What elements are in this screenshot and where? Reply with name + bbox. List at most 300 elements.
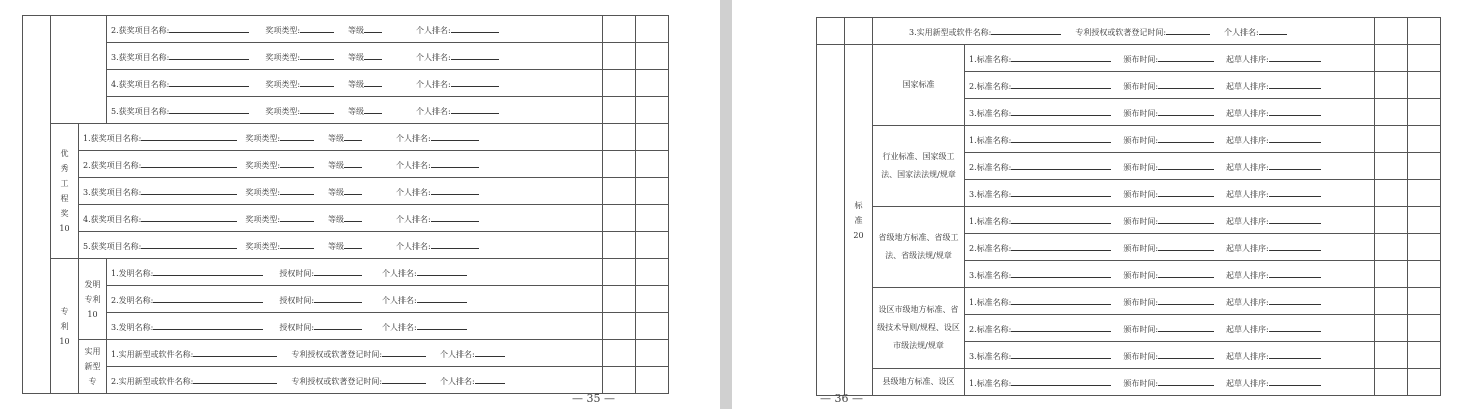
blank-line[interactable] (1158, 268, 1214, 278)
field-label: 3. (969, 189, 977, 199)
category-char: 标 (854, 200, 863, 210)
field-label: 奖项类型: (245, 133, 281, 143)
blank-line[interactable] (364, 77, 382, 87)
entry-cell (965, 288, 1375, 315)
table-row (23, 70, 669, 97)
score-cell[interactable] (1375, 72, 1408, 99)
field-label: 起草人排序: (1226, 54, 1269, 64)
blank-line[interactable] (1158, 106, 1214, 116)
entry-cell (965, 72, 1375, 99)
blank-line[interactable] (417, 293, 467, 303)
category-char: 专 (60, 306, 69, 316)
blank-line[interactable] (344, 158, 362, 168)
table-row (817, 126, 1441, 153)
remark-cell[interactable] (636, 97, 669, 124)
blank-line[interactable] (169, 23, 249, 33)
entry-cell (965, 126, 1375, 153)
field-label: 标准名称: (976, 378, 1012, 388)
field-label: 奖项类型: (245, 241, 281, 251)
remark-cell[interactable] (636, 70, 669, 97)
field-label: 等级 (348, 25, 365, 35)
blank-line[interactable] (1269, 79, 1321, 89)
blank-line[interactable] (1158, 52, 1214, 62)
entry-cell (965, 207, 1375, 234)
field-label: 4. (83, 214, 91, 224)
field-label: 4. (111, 79, 119, 89)
blank-line[interactable] (1011, 322, 1111, 332)
blank-line[interactable] (1269, 106, 1321, 116)
remark-cell[interactable] (1408, 342, 1441, 369)
field-label: 等级 (328, 133, 345, 143)
field-label: 1. (969, 216, 977, 226)
blank-line[interactable] (1166, 25, 1210, 35)
blank-line[interactable] (475, 347, 505, 357)
score-cell[interactable] (603, 97, 636, 124)
subcategory-utility (79, 340, 107, 394)
score-cell[interactable] (603, 205, 636, 232)
blank-line[interactable] (344, 131, 362, 141)
blank-line[interactable] (344, 212, 362, 222)
table-row (23, 205, 669, 232)
field-label: 3. (111, 322, 119, 332)
score-cell[interactable] (603, 313, 636, 340)
evaluation-table-right (816, 17, 1441, 396)
blank-line[interactable] (1269, 160, 1321, 170)
field-label: 2. (111, 376, 119, 386)
blank-line[interactable] (1158, 349, 1214, 359)
field-label: 1. (111, 349, 119, 359)
table-row (23, 97, 669, 124)
field-label: 起草人排序: (1226, 162, 1269, 172)
field-label: 个人排名: (382, 268, 417, 278)
remark-cell[interactable] (636, 43, 669, 70)
score-cell[interactable] (1375, 288, 1408, 315)
blank-line[interactable] (1158, 133, 1214, 143)
field-label: 2. (969, 81, 977, 91)
remark-cell[interactable] (1408, 369, 1441, 396)
score-cell[interactable] (1375, 261, 1408, 288)
subcategory-invention (79, 259, 107, 340)
category-char: 程 (60, 194, 69, 203)
field-label: 颁布时间: (1123, 243, 1159, 253)
score-cell[interactable] (1375, 126, 1408, 153)
score-cell[interactable] (603, 124, 636, 151)
blank-line[interactable] (169, 50, 249, 60)
entry-cell (107, 259, 603, 286)
field-label: 标准名称: (976, 162, 1012, 172)
remark-cell[interactable] (1408, 72, 1441, 99)
field-label: 1. (83, 133, 91, 143)
field-label: 奖项类型: (265, 52, 301, 62)
blank-line[interactable] (300, 23, 334, 33)
remark-cell[interactable] (1408, 45, 1441, 72)
field-label: 颁布时间: (1123, 189, 1159, 199)
blank-line[interactable] (417, 266, 467, 276)
score-cell[interactable] (1375, 45, 1408, 72)
table-row (23, 16, 669, 43)
field-label: 1. (969, 297, 977, 307)
blank-line[interactable] (314, 266, 362, 276)
blank-line[interactable] (382, 347, 426, 357)
remark-cell[interactable] (1408, 288, 1441, 315)
blank-line[interactable] (1011, 52, 1111, 62)
field-label: 实用新型或软件名称: (118, 376, 194, 386)
score-cell[interactable] (603, 43, 636, 70)
score-cell[interactable] (603, 178, 636, 205)
remark-cell[interactable] (1408, 99, 1441, 126)
blank-line[interactable] (431, 239, 479, 249)
category-cell (23, 16, 51, 394)
field-label: 标准名称: (976, 54, 1012, 64)
field-label: 颁布时间: (1123, 216, 1159, 226)
category-excellent-project (51, 124, 79, 259)
score-cell[interactable] (603, 70, 636, 97)
remark-cell[interactable] (636, 286, 669, 313)
blank-line[interactable] (451, 50, 499, 60)
score-cell[interactable] (603, 232, 636, 259)
blank-line[interactable] (344, 185, 362, 195)
blank-line[interactable] (314, 320, 362, 330)
entry-cell (107, 367, 603, 394)
blank-line[interactable] (141, 185, 237, 195)
field-label: 起草人排序: (1226, 243, 1269, 253)
field-label: 发明名称: (118, 295, 154, 305)
blank-line[interactable] (1158, 376, 1214, 386)
blank-line[interactable] (991, 25, 1061, 35)
score-cell[interactable] (1375, 342, 1408, 369)
remark-cell[interactable] (636, 151, 669, 178)
standard-group-label: 行业标准、国家级工法、国家法法规/规章 (873, 126, 965, 207)
blank-line[interactable] (1269, 241, 1321, 251)
remark-cell[interactable] (636, 313, 669, 340)
field-label: 奖项类型: (245, 160, 281, 170)
field-label: 3. (969, 270, 977, 280)
field-label: 个人排名: (396, 133, 431, 143)
field-label: 标准名称: (976, 216, 1012, 226)
entry-cell (965, 342, 1375, 369)
score-cell[interactable] (603, 286, 636, 313)
category-char: 实用 (84, 347, 101, 356)
blank-line[interactable] (1269, 322, 1321, 332)
field-label: 奖项类型: (265, 79, 301, 89)
blank-line[interactable] (1158, 187, 1214, 197)
field-label: 个人排名: (382, 295, 417, 305)
field-label: 等级 (328, 241, 345, 251)
blank-line[interactable] (475, 374, 505, 384)
page-gutter (720, 0, 732, 409)
score-cell[interactable] (603, 367, 636, 394)
field-label: 颁布时间: (1123, 162, 1159, 172)
table-row (23, 340, 669, 367)
blank-line[interactable] (141, 131, 237, 141)
category-char: 10 (59, 336, 70, 346)
standard-group-label: 省级地方标准、省级工法、省级法规/规章 (873, 207, 965, 288)
blank-line[interactable] (1011, 349, 1111, 359)
category-char: 优 (60, 149, 69, 158)
blank-line[interactable] (1011, 241, 1111, 251)
score-cell[interactable] (1375, 369, 1408, 396)
page-35 (0, 0, 720, 409)
field-label: 标准名称: (976, 351, 1012, 361)
blank-line[interactable] (382, 374, 426, 384)
blank-line[interactable] (1158, 160, 1214, 170)
blank-line[interactable] (431, 212, 479, 222)
blank-line[interactable] (1269, 133, 1321, 143)
blank-line[interactable] (1011, 214, 1111, 224)
blank-line[interactable] (431, 131, 479, 141)
field-label: 获奖项目名称: (118, 106, 170, 116)
field-label: 等级 (348, 79, 365, 89)
remark-cell[interactable] (636, 259, 669, 286)
table-row (23, 178, 669, 205)
page-36 (732, 0, 1473, 409)
evaluation-table-left (22, 15, 669, 394)
table-row (23, 367, 669, 394)
table-row (23, 43, 669, 70)
field-label: 3. (111, 52, 119, 62)
remark-cell[interactable] (1408, 180, 1441, 207)
field-label: 标准名称: (976, 324, 1012, 334)
table-row (23, 313, 669, 340)
remark-cell[interactable] (636, 205, 669, 232)
category-patent (51, 259, 79, 394)
blank-line[interactable] (193, 374, 277, 384)
score-cell[interactable] (1375, 234, 1408, 261)
field-label: 2. (111, 25, 119, 35)
blank-line[interactable] (153, 266, 263, 276)
remark-cell[interactable] (1408, 261, 1441, 288)
field-label: 专利授权或软著登记时间: (1075, 27, 1167, 37)
field-label: 个人排名: (382, 322, 417, 332)
table-row (23, 151, 669, 178)
field-label: 标准名称: (976, 135, 1012, 145)
blank-line[interactable] (169, 77, 249, 87)
field-label: 2. (969, 324, 977, 334)
field-label: 1. (969, 135, 977, 145)
page-number: — 36 — (820, 392, 863, 405)
score-cell[interactable] (603, 151, 636, 178)
blank-line[interactable] (1158, 214, 1214, 224)
category-char: 工 (60, 179, 69, 188)
entry-cell (79, 124, 603, 151)
field-label: 奖项类型: (265, 25, 301, 35)
field-label: 2. (969, 162, 977, 172)
blank-line[interactable] (1011, 79, 1111, 89)
field-label: 颁布时间: (1123, 108, 1159, 118)
table-row (817, 369, 1441, 396)
entry-cell (107, 16, 603, 43)
blank-line[interactable] (451, 23, 499, 33)
field-label: 个人排名: (396, 160, 431, 170)
blank-line[interactable] (169, 104, 249, 114)
field-label: 标准名称: (976, 270, 1012, 280)
remark-cell[interactable] (636, 232, 669, 259)
blank-line[interactable] (1269, 214, 1321, 224)
blank-line[interactable] (153, 320, 263, 330)
blank-line[interactable] (1011, 376, 1111, 386)
blank-line[interactable] (300, 50, 334, 60)
field-label: 个人排名: (396, 214, 431, 224)
entry-cell (965, 180, 1375, 207)
field-label: 3. (969, 351, 977, 361)
field-label: 授权时间: (279, 295, 315, 305)
blank-line[interactable] (1011, 187, 1111, 197)
score-cell[interactable] (603, 16, 636, 43)
blank-line[interactable] (344, 239, 362, 249)
category-char: 10 (59, 224, 70, 233)
score-cell[interactable] (1375, 99, 1408, 126)
blank-line[interactable] (314, 293, 362, 303)
field-label: 奖项类型: (245, 214, 281, 224)
blank-line[interactable] (280, 239, 314, 249)
field-label: 颁布时间: (1123, 270, 1159, 280)
blank-line[interactable] (1269, 187, 1321, 197)
table-row (23, 286, 669, 313)
table-row (23, 232, 669, 259)
score-cell[interactable] (1375, 315, 1408, 342)
remark-cell[interactable] (1408, 315, 1441, 342)
field-label: 获奖项目名称: (90, 187, 142, 197)
blank-line[interactable] (1011, 160, 1111, 170)
category-char: 专利 (84, 294, 101, 304)
entry-cell (965, 45, 1375, 72)
field-label: 实用新型或软件名称: (118, 349, 194, 359)
field-label: 5. (111, 106, 119, 116)
blank-line[interactable] (280, 212, 314, 222)
remark-cell[interactable] (636, 340, 669, 367)
table-row (817, 18, 1441, 45)
field-label: 专利授权或软著登记时间: (291, 349, 383, 359)
field-label: 1. (969, 54, 977, 64)
category-char: 专 (88, 377, 97, 386)
blank-line[interactable] (1269, 268, 1321, 278)
table-row (817, 207, 1441, 234)
blank-line[interactable] (1269, 52, 1321, 62)
remark-cell[interactable] (1408, 126, 1441, 153)
field-label: 标准名称: (976, 108, 1012, 118)
category-char: 新型 (84, 362, 101, 371)
category-char: 准 (854, 215, 863, 225)
blank-line[interactable] (417, 320, 467, 330)
blank-line[interactable] (364, 104, 382, 114)
blank-line[interactable] (280, 185, 314, 195)
blank-line[interactable] (153, 293, 263, 303)
entry-cell (965, 234, 1375, 261)
blank-line[interactable] (280, 131, 314, 141)
blank-line[interactable] (1158, 79, 1214, 89)
field-label: 专利授权或软著登记时间: (291, 376, 383, 386)
score-cell[interactable] (1375, 153, 1408, 180)
remark-cell[interactable] (636, 178, 669, 205)
remark-cell[interactable] (1408, 234, 1441, 261)
blank-line[interactable] (141, 239, 237, 249)
entry-cell (107, 340, 603, 367)
field-label: 等级 (348, 52, 365, 62)
field-label: 个人排名: (440, 349, 475, 359)
blank-line[interactable] (1011, 268, 1111, 278)
score-cell[interactable] (603, 259, 636, 286)
category-char: 10 (87, 309, 98, 319)
entry-cell (107, 286, 603, 313)
blank-line[interactable] (141, 212, 237, 222)
blank-line[interactable] (1158, 322, 1214, 332)
blank-line[interactable] (1269, 376, 1321, 386)
blank-line[interactable] (300, 104, 334, 114)
remark-cell[interactable] (1408, 207, 1441, 234)
blank-line[interactable] (431, 158, 479, 168)
field-label: 发明名称: (118, 322, 154, 332)
blank-line[interactable] (364, 23, 382, 33)
entry-cell (965, 99, 1375, 126)
blank-line[interactable] (1269, 295, 1321, 305)
remark-cell[interactable] (636, 367, 669, 394)
score-cell[interactable] (1375, 180, 1408, 207)
category-cell (817, 18, 845, 45)
blank-line[interactable] (280, 158, 314, 168)
entry-cell (79, 151, 603, 178)
field-label: 起草人排序: (1226, 378, 1269, 388)
blank-line[interactable] (1259, 25, 1287, 35)
field-label: 颁布时间: (1123, 135, 1159, 145)
score-cell[interactable] (1375, 207, 1408, 234)
field-label: 颁布时间: (1123, 324, 1159, 334)
remark-cell[interactable] (636, 16, 669, 43)
category-cell (817, 45, 845, 396)
field-label: 等级 (328, 160, 345, 170)
entry-cell (79, 178, 603, 205)
table-row (23, 124, 669, 151)
entry-cell (965, 315, 1375, 342)
blank-line[interactable] (1269, 349, 1321, 359)
field-label: 3. (909, 27, 917, 37)
field-label: 获奖项目名称: (118, 79, 170, 89)
blank-line[interactable] (1011, 106, 1111, 116)
blank-line[interactable] (300, 77, 334, 87)
field-label: 获奖项目名称: (90, 160, 142, 170)
blank-line[interactable] (364, 50, 382, 60)
category-cell (845, 18, 873, 45)
field-label: 获奖项目名称: (118, 52, 170, 62)
entry-cell (873, 18, 1375, 45)
score-cell[interactable] (1375, 18, 1408, 45)
blank-line[interactable] (141, 158, 237, 168)
blank-line[interactable] (1011, 133, 1111, 143)
field-label: 颁布时间: (1123, 297, 1159, 307)
remark-cell[interactable] (1408, 18, 1441, 45)
field-label: 3. (83, 187, 91, 197)
blank-line[interactable] (1158, 295, 1214, 305)
remark-cell[interactable] (636, 124, 669, 151)
field-label: 颁布时间: (1123, 351, 1159, 361)
blank-line[interactable] (193, 347, 277, 357)
field-label: 获奖项目名称: (90, 241, 142, 251)
field-label: 等级 (328, 214, 345, 224)
blank-line[interactable] (451, 104, 499, 114)
score-cell[interactable] (603, 340, 636, 367)
blank-line[interactable] (1011, 295, 1111, 305)
standard-group-label: 国家标准 (873, 45, 965, 126)
field-label: 个人排名: (416, 25, 451, 35)
entry-cell (965, 369, 1375, 396)
remark-cell[interactable] (1408, 153, 1441, 180)
field-label: 起草人排序: (1226, 270, 1269, 280)
blank-line[interactable] (1158, 241, 1214, 251)
field-label: 个人排名: (416, 106, 451, 116)
blank-line[interactable] (451, 77, 499, 87)
field-label: 起草人排序: (1226, 324, 1269, 334)
field-label: 标准名称: (976, 81, 1012, 91)
blank-line[interactable] (431, 185, 479, 195)
